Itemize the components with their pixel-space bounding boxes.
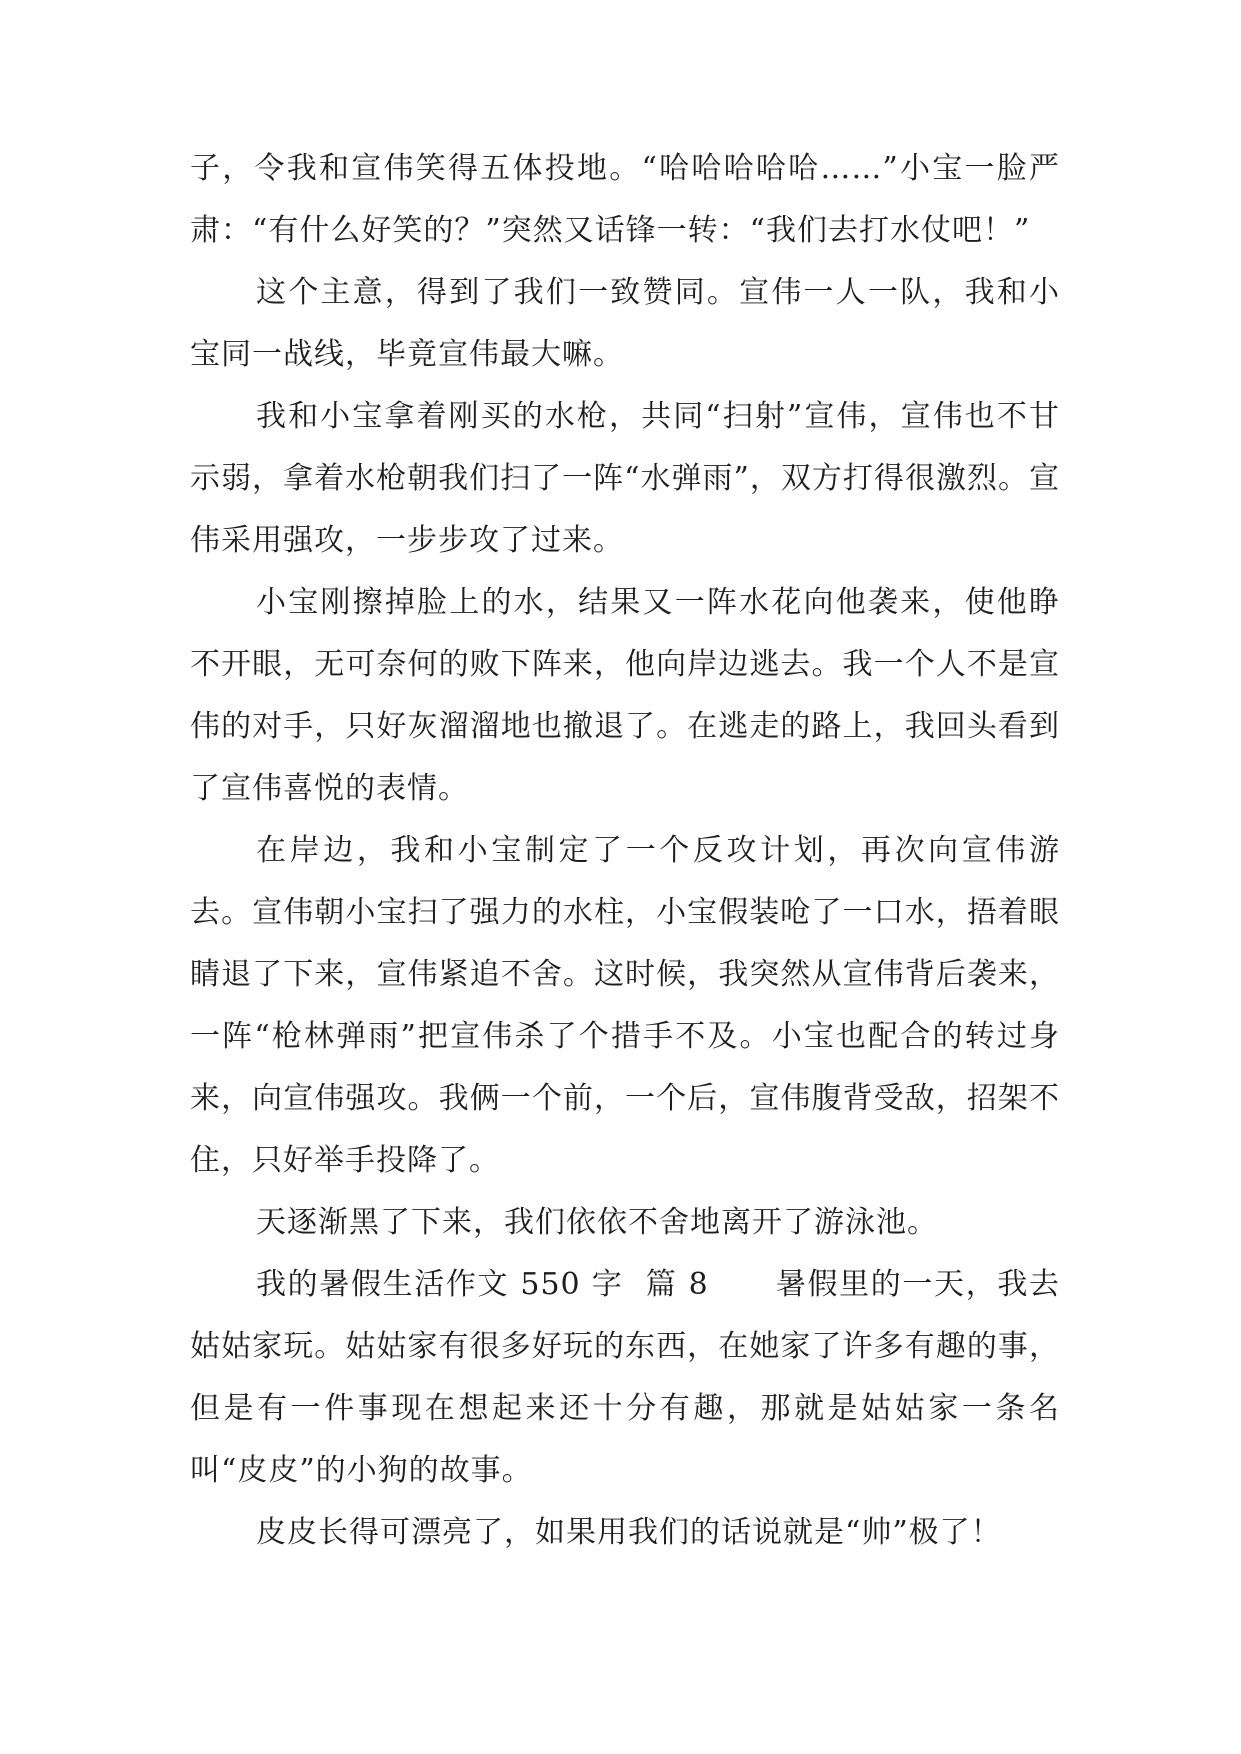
paragraph-5: 在岸边，我和小宝制定了一个反攻计划，再次向宣伟游去。宣伟朝小宝扫了强力的水柱，小宝假装呛了一口水，捂着眼睛退了下来，宣伟紧追不舍。这时候，我突然从宣伟背后袭来，一阵“枪林弹雨”把宣伟杀了个措手不及。小宝也配合的转过身来，向宣伟强攻。我俩一个前，一个后，宣伟腹背受敌，招架不住，只好举手投降了。 [190,833,1060,1178]
paragraph-7: 我的暑假生活作文 550 字 篇 8 暑假里的一天，我去姑姑家玩。姑姑家有很多好玩的东西，在她家了许多有趣的事，但是有一件事现在想起来还十分有趣，那就是姑姑家一条名叫“皮皮”的小狗的故事。 [190,1267,1060,1488]
paragraph-6: 天逐渐黑了下来，我们依依不舍地离开了游泳池。 [256,1205,938,1240]
document-body [190,138,1060,1564]
paragraph-8: 皮皮长得可漂亮了，如果用我们的话说就是“帅”极了！ [256,1515,1002,1550]
paragraph-4: 小宝刚擦掉脸上的水，结果又一阵水花向他袭来，使他睁不开眼，无可奈何的败下阵来，他向岸边逃去。我一个人不是宣伟的对手，只好灰溜溜地也撤退了。在逃走的路上，我回头看到了宣伟喜悦的表情。 [190,585,1060,806]
paragraph-3: 我和小宝拿着刚买的水枪，共同“扫射”宣伟，宣伟也不甘示弱，拿着水枪朝我们扫了一阵“水弹雨”，双方打得很激烈。宣伟采用强攻，一步步攻了过来。 [190,399,1060,558]
paragraph-2: 这个主意，得到了我们一致赞同。宣伟一人一队，我和小宝同一战线，毕竟宣伟最大嘛。 [190,275,1060,372]
paragraph-1: 子，令我和宣伟笑得五体投地。“哈哈哈哈哈……”小宝一脸严肃：“有什么好笑的？”突然又话锋一转：“我们去打水仗吧！” [190,151,1060,248]
